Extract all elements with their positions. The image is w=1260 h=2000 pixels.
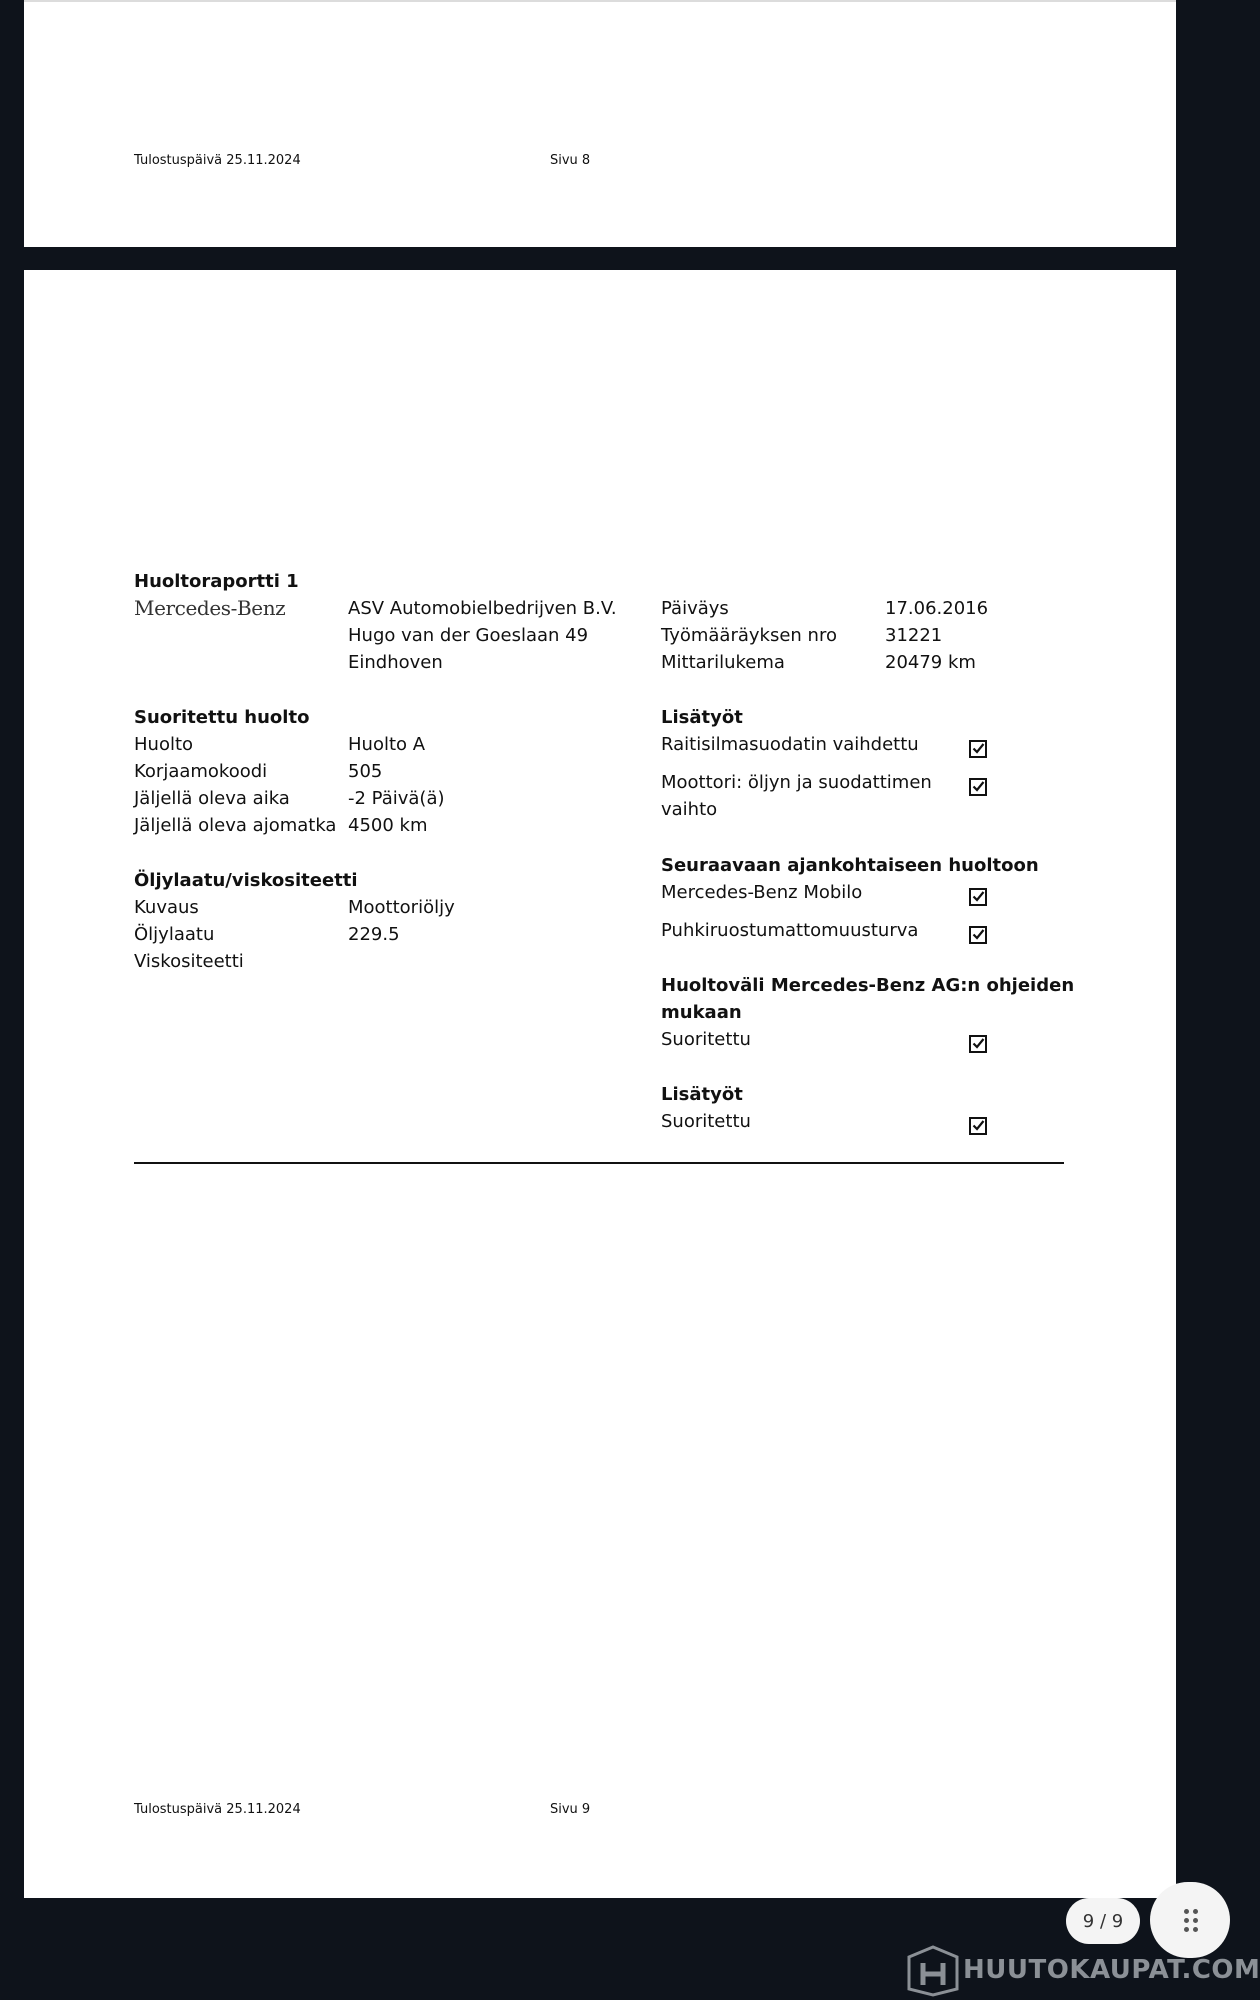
document-page-8 — [24, 0, 1176, 247]
extra-work-2-item-1: Suoritettu — [661, 1111, 751, 1132]
check-icon — [972, 890, 985, 903]
check-icon — [972, 1119, 985, 1132]
check-icon — [972, 780, 985, 793]
work-order-value: 31221 — [885, 625, 943, 646]
next-service-item-1: Mercedes-Benz Mobilo — [661, 882, 863, 903]
service-heading: Suoritettu huolto — [134, 707, 310, 728]
report-title: Huoltoraportti 1 — [134, 571, 299, 592]
page-number: Sivu 9 — [550, 1802, 591, 1817]
next-service-item-1-checkbox — [969, 888, 987, 906]
extra-work-2-heading: Lisätyöt — [661, 1084, 743, 1105]
interval-item-1: Suoritettu — [661, 1029, 751, 1050]
odometer-label: Mittarilukema — [661, 652, 785, 673]
oil-heading: Öljylaatu/viskositeetti — [134, 870, 358, 891]
extra-work-item-2-line-2: vaihto — [661, 799, 718, 820]
extra-work-heading: Lisätyöt — [661, 707, 743, 728]
check-icon — [972, 742, 985, 755]
dealer-name: ASV Automobielbedrijven B.V. — [348, 598, 617, 619]
date-value: 17.06.2016 — [885, 598, 989, 619]
extra-work-2-item-1-checkbox — [969, 1117, 987, 1135]
extra-work-item-1-checkbox — [969, 740, 987, 758]
interval-item-1-checkbox — [969, 1035, 987, 1053]
interval-heading-line-1: Huoltoväli Mercedes-Benz AG:n ohjeiden — [661, 975, 1075, 996]
check-icon — [972, 1037, 985, 1050]
page-number: Sivu 8 — [550, 153, 591, 168]
watermark-logo-icon — [905, 1945, 961, 1995]
print-date: Tulostuspäivä 25.11.2024 — [134, 153, 301, 168]
extra-work-item-1: Raitisilmasuodatin vaihdettu — [661, 734, 919, 755]
check-icon — [972, 928, 985, 941]
oil-quality-value: 229.5 — [348, 924, 400, 945]
extra-work-item-2-line-1: Moottori: öljyn ja suodattimen — [661, 772, 932, 793]
remaining-distance-value: 4500 km — [348, 815, 428, 836]
next-service-item-2-checkbox — [969, 926, 987, 944]
work-order-label: Työmääräyksen nro — [661, 625, 837, 646]
section-divider — [134, 1162, 1064, 1164]
oil-description-value: Moottoriöljy — [348, 897, 455, 918]
remaining-time-label: Jäljellä oleva aika — [134, 788, 290, 809]
oil-quality-label: Öljylaatu — [134, 924, 215, 945]
date-label: Päiväys — [661, 598, 729, 619]
dealer-city: Eindhoven — [348, 652, 443, 673]
service-label: Huolto — [134, 734, 194, 755]
dealer-street: Hugo van der Goeslaan 49 — [348, 625, 589, 646]
site-watermark — [905, 1945, 1260, 1995]
remaining-time-value: -2 Päivä(ä) — [348, 788, 445, 809]
interval-heading-line-2: mukaan — [661, 1002, 742, 1023]
service-value: Huolto A — [348, 734, 426, 755]
print-date: Tulostuspäivä 25.11.2024 — [134, 1802, 301, 1817]
workshop-code-value: 505 — [348, 761, 383, 782]
next-service-heading: Seuraavaan ajankohtaiseen huoltoon — [661, 855, 1039, 876]
viscosity-label: Viskositeetti — [134, 951, 244, 972]
remaining-distance-label: Jäljellä oleva ajomatka — [134, 815, 337, 836]
document-page-9 — [24, 270, 1176, 1898]
extra-work-item-2-checkbox — [969, 778, 987, 796]
page-counter[interactable]: 9 / 9 — [1066, 1898, 1140, 1944]
oil-description-label: Kuvaus — [134, 897, 199, 918]
odometer-value: 20479 km — [885, 652, 976, 673]
workshop-code-label: Korjaamokoodi — [134, 761, 268, 782]
mercedes-benz-logo: Mercedes-Benz — [134, 596, 286, 620]
next-service-item-2: Puhkiruostumattomuusturva — [661, 920, 919, 941]
watermark-text: HUUTOKAUPAT.COM — [963, 1955, 1260, 1985]
